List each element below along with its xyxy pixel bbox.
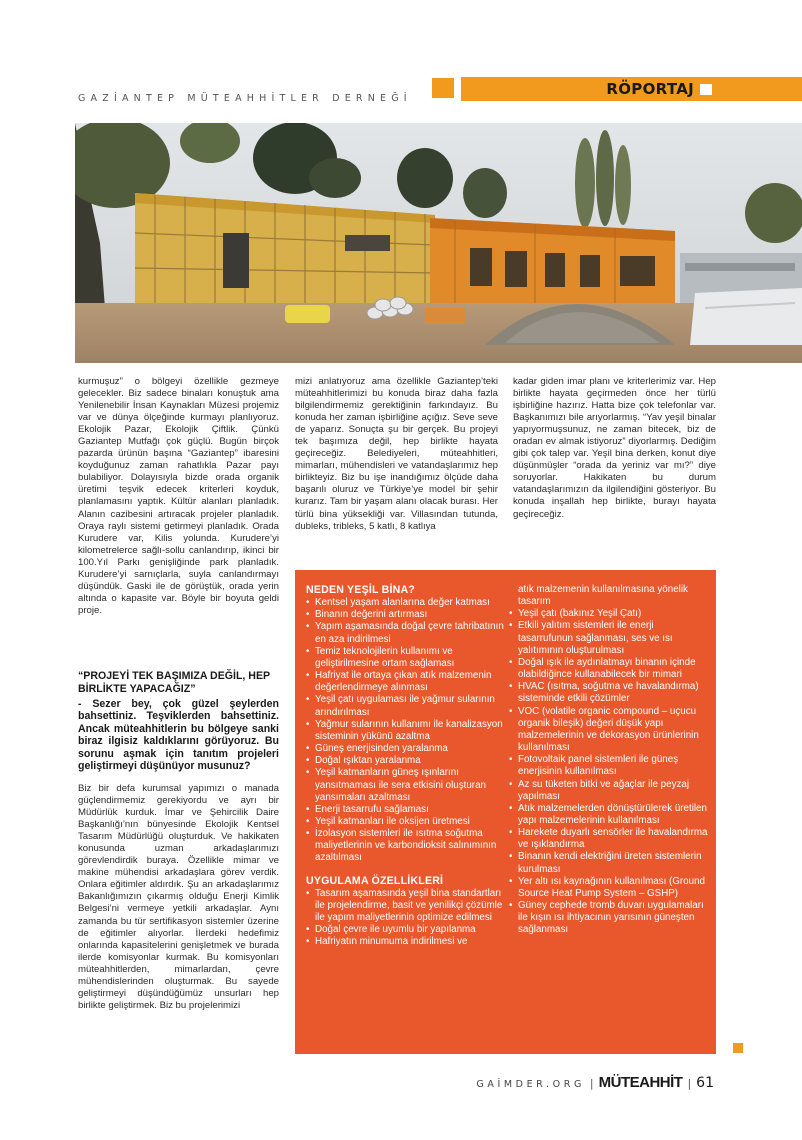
- list-item: • Güneş enerjisinden yaralanma: [306, 743, 508, 755]
- list-item: • Binanın değerini artırması: [306, 609, 508, 621]
- paragraph: kurmuşuz” o bölgeyi özellikle gezmeye gelecekler. Biz sadece binaları konuştuk ama Yenilenebilir İnsan Kaynakları Müzesi projemiz var ve dünya ölçeğinde kurmayı planlıyoruz. Ekolojik Pazar, Ekolojik Çiftlik. Çünkü Gaziantep Mutfağı çok güçlü. Bugün birçok pazarda ürünün başına “Gaziantep” ibaresini koyduğunuz zaman rahatlıkla Pazar payı bulabiliyor. Dolayısıyla bizde orada organik üretimi teşvik edecek kriterleri koyduk, planlamasını yaptık. Kültür alanları planladık. Alanın cazibesini artıracak projeler planladık. Oraya raylı sistemi getirmeyi planladık. Orada Kurudere var, Kilis yolunda. Kurudere’yi kilometrelerce sağlı-sollu canlandırıp, ikinci bir 100.Yıl Parkı genişliğinde park planladık. Kurudere’yi sarnıçlarla, suyla canlandırmayı düşündük. Gaski ile de görüştük, orada yerin altında o kapasite var. Böyle bir boyuta geldi proje.: [78, 376, 279, 616]
- end-mark-square: [733, 1043, 743, 1053]
- list-item: • Doğal çevre ile uyumlu bir yapılanma: [306, 924, 508, 936]
- interview-question: - Sezer bey, çok güzel şeylerden bahsettiniz. Teşviklerden bahsettiniz. Ancak müteahhitlerin bu bölgeye sanki biraz ilgisiz kaldıklarını görüyoruz. Bu sorunu aşmak için tanıtım projeleri geliştirmeyi düşünüyor musunuz?: [78, 698, 279, 773]
- list-item: • Yer altı ısı kaynağının kullanılması (Ground Source Heat Pump System – GSHP): [509, 876, 709, 900]
- list-item-continued: atık malzemenin kullanılmasına yönelik tasarım: [518, 584, 688, 608]
- paragraph: Biz bir defa kurumsal yapımızı o manada güçlendirmemiz gerekiyordu ve ayrı bir Müdürlük kurduk. İmar ve Şehircilik Daire Başkanlığı’nın bünyesinde Ekolojik Kentsel Tasarım Müdürlüğü oluşturduk. Ve hakikaten konusunda uzman arkadaşlarımızı görevlendirdik buraya. Özellikle mimar ve makine mühendisi arkadaşlara görev verdik. Onlara eğitimler aldırdık. Şu an arkadaşlarımız Bakanlığımızın çıkarmış olduğu Enerji Kimlik Belgesi’ni vermeye yetkili arkadaşlar. Aynı zamanda bu tür sertifikasyon sistemler üzerine de eğitimler alıyorlar. İlerdeki hedefimiz onlarında kapasitelerini genişletmek ve burada ilerde komisyonlar kurmak. Bu komisyonları müteahhitlerden, mimarlardan, çevre mühendislerinden oluşturmak. Bu sayede geliştirmeyi düşündüğümüz unsurları hep birlikte geliştirmek. Biz bu projelerimizi: [78, 783, 279, 1011]
- section-title: RÖPORTAJ: [606, 80, 694, 98]
- header-accent-block: [432, 78, 454, 98]
- list-item: • Kentsel yaşam alanlarına değer katması: [306, 597, 508, 609]
- list-item: • HVAC (ısıtma, soğutma ve havalandırma) sisteminde etkili çözümler: [509, 681, 709, 705]
- association-name: GAZİANTEP MÜTEAHHİTLER DERNEĞİ: [78, 93, 412, 104]
- list-item: • Yağmur sularının kullanımı ile kanalizasyon sisteminin yükünü azaltma: [306, 719, 508, 743]
- paragraph: mizi anlatıyoruz ama özellikle Gaziantep’teki müteahhitlerimizi bu konuda biraz daha fazla bilgilendirmemiz gerektiğinin farkındayız. Bu konuda her zaman işbirliğine açığız. Seve seve de yaparız. Sonuçta şu bir gerçek. Bu projeyi tek başımıza değil, hep birlikte hayata geçireceğiz. Belediyeleri, müteahhitleri, mimarları, mühendisleri ve vatandaşlarımız hep birlikteyiz. Biz bu işe inandığımız ölçüde daha başarılı oluruz ve Türkiye’ye model bir şehir kurarız. Tam bir yaşam alanı olacak burası. Her türlü bina yüksekliği var. Villasından tutunda, dubleks, tribleks, 5 katlı, 8 katlıya: [295, 376, 498, 532]
- list-item: • Fotovoltaik panel sistemleri ile güneş enerjisinin kullanılması: [509, 754, 709, 778]
- infobox-column-1: [306, 584, 508, 949]
- section-square-icon: [700, 84, 712, 95]
- list-item: • Yeşil katmanları ile oksijen üretmesi: [306, 816, 508, 828]
- list-item: • Harekete duyarlı sensörler ile havalandırma ve ışıklandırma: [509, 827, 709, 851]
- list-item: • Yapım aşamasında doğal çevre tahribatının en aza indirilmesi: [306, 621, 508, 645]
- why-green-list: [306, 597, 508, 864]
- paragraph: kadar giden imar planı ve kriterlerimiz var. Hep birlikte hayata geçirmeden önce her türlü işbirliğine hazırız. Hatta bize çok telefonlar var. Başkanımızı bile arıyorlarmış. “Yav yeşil binalar yapıyormuşsunuz, ne zaman bitecek, biz de oradan ev almak istiyoruz” diyorlarmış. Dediğim gibi çok talep var. Yeşil bina derken, konut diye düşünmüşler “orada da yeriniz var mı?” diye soruyorlar. Hakikaten bu durum vatandaşlarımızın da ilgilendiğini gösteriyor. Bu konuda inşallah hep birlikte, burayı hayata geçireceğiz.: [513, 376, 716, 520]
- list-item: • Tasarım aşamasında yeşil bina standartları ile projelendirme, basit ve yenilikçi çözümle ile yapım maliyetlerinin optimize edilmesi: [306, 888, 508, 924]
- interview-heading: “PROJEYİ TEK BAŞIMIZA DEĞİL, HEP BİRLİKTE YAPACAĞIZ”: [78, 670, 270, 695]
- list-item: • Doğal ışıktan yaralanma: [306, 755, 508, 767]
- page-footer: [476, 1074, 714, 1091]
- footer-site-link[interactable]: GAİMDER.ORG: [476, 1079, 585, 1090]
- list-item: • Atık malzemelerden dönüştürülerek üretilen yapı malzemelerinin kullanılması: [509, 803, 709, 827]
- footer-separator: |: [687, 1077, 692, 1090]
- list-item: • VOC (volatile organic compound – uçucu organik bileşik) değeri düşük yapı malzemelerinin ve dekorasyon ürünlerinin kullanılması: [509, 706, 709, 755]
- list-item: • Yeşil çatı (bakınız Yeşil Çatı): [509, 608, 709, 620]
- interview-answer: [78, 783, 279, 1012]
- list-item: • İzolasyon sistemleri ile ısıtma soğutma maliyetlerinin ve karbondioksit salınımının azaltılması: [306, 828, 508, 864]
- list-item: • Yeşil katmanların güneş ışınlarını yansıtmaması ile sera etkisini oluşturan yansımaları azaltması: [306, 767, 508, 803]
- features-list-continued: [509, 584, 709, 937]
- article-column-3: [513, 376, 716, 521]
- article-column-2: [295, 376, 498, 533]
- list-item: • Enerji tasarrufu sağlaması: [306, 804, 508, 816]
- features-list: [306, 888, 508, 949]
- construction-photo: [75, 123, 802, 363]
- footer-separator: |: [589, 1077, 594, 1090]
- list-item: • Doğal ışık ile aydınlatmayı binanın içinde olabildiğince kullanabilecek bir mimari: [509, 657, 709, 681]
- magazine-logo: MÜTEAHHİT: [598, 1074, 683, 1091]
- infobox-column-2: [509, 584, 709, 937]
- infobox-title-why: NEDEN YEŞİL BİNA?: [306, 584, 415, 596]
- infobox-title-features: UYGULAMA ÖZELLİKLERİ: [306, 874, 444, 887]
- list-item: • Yeşil çatı uygulaması ile yağmur sularının arındırılması: [306, 694, 508, 718]
- list-item: • Etkili yalıtım sistemleri ile enerji tasarrufunun sağlanması, ses ve ısı yalıtımının oluşturulması: [509, 620, 709, 656]
- list-item: • Binanın kendi elektriğini üreten sistemlerin kurulması: [509, 851, 709, 875]
- list-item: • Hafriyat ile ortaya çıkan atık malzemenin değerlendirmeye alınması: [306, 670, 508, 694]
- list-item: • Az su tüketen bitki ve ağaçlar ile peyzaj yapılması: [509, 779, 709, 803]
- article-column-1: [78, 376, 279, 617]
- list-item: • Hafriyatın minumuma indirilmesi ve: [306, 936, 508, 948]
- page-number: 61: [696, 1075, 714, 1091]
- list-item: • Temiz teknolojilerin kullanımı ve geliştirilmesine ortam sağlaması: [306, 646, 508, 670]
- list-item: • Güney cephede tromb duvarı uygulamaları ile kışın ısı ihtiyacının yarısının güneşten sağlanması: [509, 900, 709, 936]
